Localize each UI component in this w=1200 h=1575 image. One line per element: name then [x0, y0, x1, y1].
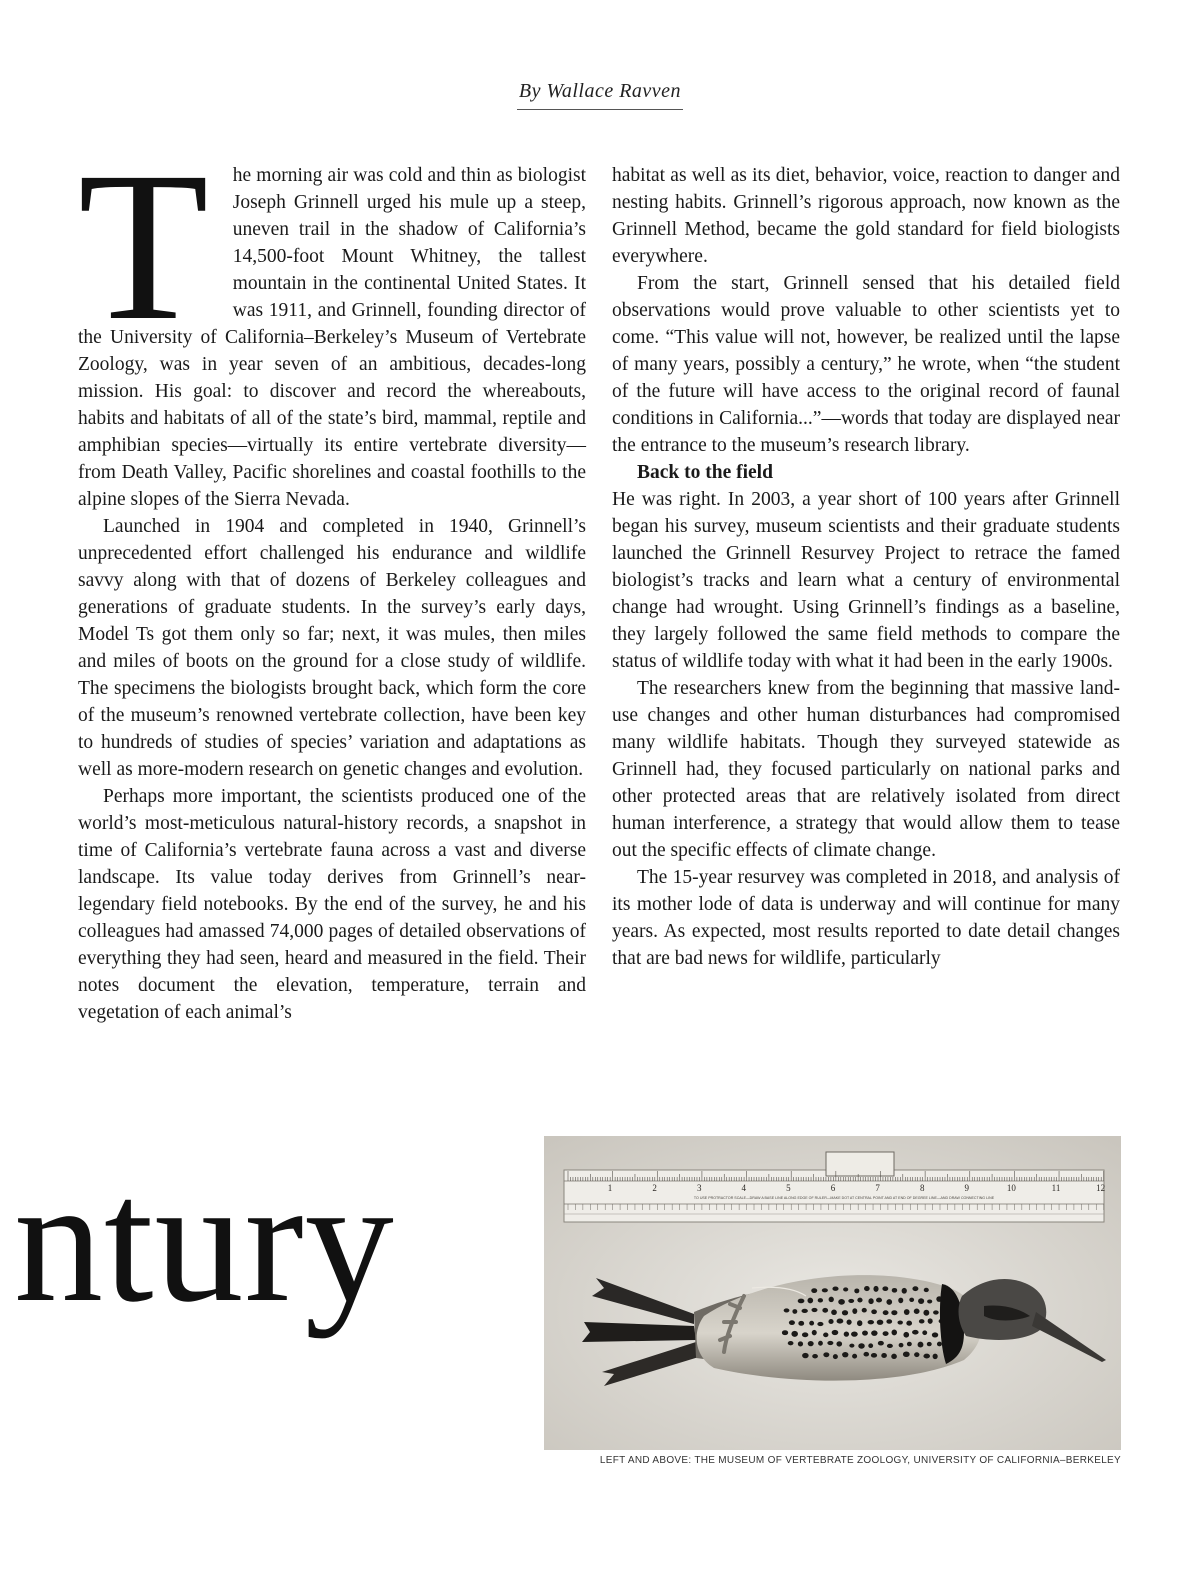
breast-spot	[836, 1341, 842, 1346]
breast-spot	[798, 1299, 805, 1304]
breast-spot	[876, 1298, 882, 1303]
breast-spot	[822, 1288, 828, 1292]
breast-spot	[871, 1330, 877, 1335]
ruler-number: 1	[607, 1183, 613, 1193]
breast-spot	[792, 1309, 797, 1314]
ruler-number: 8	[919, 1183, 925, 1193]
ruler-number: 3	[696, 1183, 702, 1193]
breast-spot	[903, 1351, 910, 1357]
breast-spot	[882, 1286, 888, 1291]
breast-spot	[852, 1354, 857, 1359]
breast-spot	[903, 1332, 909, 1338]
breast-spot	[904, 1309, 910, 1315]
breast-spot	[937, 1342, 942, 1347]
breast-spot	[898, 1298, 903, 1304]
breast-spot	[812, 1354, 818, 1359]
breast-spot	[827, 1341, 833, 1345]
breast-spot	[871, 1353, 877, 1358]
ruler-number: 6	[830, 1183, 836, 1193]
breast-spot	[838, 1299, 845, 1305]
breast-spot	[897, 1321, 902, 1325]
breast-spot	[817, 1322, 823, 1326]
body-paragraph: From the start, Grinnell sensed that his detailed field observations would prove valuable to other scientists yet to come. “This value will not, however, be realized until the lapse of many years, possibly a century,” he wrote, when “the student of the future will have access to the original record of faunal conditions in California...”—words that today are displayed near the entrance to the museum’s research library.	[612, 273, 1120, 456]
body-paragraph: The 15-year resurvey was completed in 2018, and analysis of its mother lode of data is underway and will continue for many years. As expected, most results reported to date detail changes that are bad news for wildlife, particularly	[612, 867, 1120, 969]
breast-spot	[842, 1352, 848, 1357]
breast-spot	[788, 1341, 794, 1345]
breast-spot	[851, 1332, 858, 1337]
breast-spot	[909, 1298, 914, 1302]
breast-spot	[922, 1330, 927, 1335]
breast-spot	[892, 1288, 898, 1293]
ruler-number: 12	[1096, 1183, 1106, 1193]
breast-spot	[842, 1310, 848, 1315]
breast-spot	[912, 1330, 919, 1335]
breast-spot	[802, 1332, 808, 1337]
breast-spot	[822, 1308, 828, 1313]
breast-spot	[848, 1299, 854, 1303]
breast-spot	[927, 1299, 932, 1303]
breast-spot	[847, 1320, 852, 1325]
breast-spot	[891, 1330, 897, 1336]
breast-spot	[891, 1354, 897, 1359]
specimen-photo	[544, 1136, 1121, 1450]
breast-spot	[902, 1288, 907, 1294]
body-paragraph: Perhaps more important, the scientists produced one of the world’s most-meticulous natural-history records, a snapshot in time of California’s vertebrate fauna across a vast and diverse landscape. Its value today derives from Grinnell’s near-legendary field notebooks. By the end of the survey, he and his colleagues had amassed 74,000 pages of detailed observations of everything they had seen, heard and measured in the field. Their notes document the elevation, temperature, terrain and vegetation of each animal’s	[78, 786, 586, 1023]
breast-spot	[798, 1321, 804, 1326]
breast-spot	[849, 1344, 854, 1348]
breast-spot	[923, 1310, 929, 1316]
breast-spot	[868, 1298, 873, 1304]
breast-spot	[823, 1333, 828, 1338]
breast-spot	[927, 1342, 932, 1346]
breast-spot	[863, 1352, 869, 1357]
breast-spot	[883, 1331, 889, 1336]
section-subhead: Back to the field	[637, 462, 773, 483]
breast-spot	[933, 1354, 938, 1360]
breast-spot	[802, 1309, 808, 1313]
breast-spot	[818, 1298, 823, 1302]
breast-spot	[868, 1320, 874, 1324]
breast-spot	[818, 1341, 823, 1346]
breast-spot	[923, 1354, 930, 1359]
breast-spot	[933, 1310, 939, 1314]
breast-spot	[798, 1341, 803, 1346]
headline-fragment: ntury	[14, 1141, 395, 1339]
breast-spot	[831, 1310, 837, 1315]
ruler-number: 7	[875, 1183, 880, 1193]
breast-spot	[828, 1319, 833, 1324]
breast-spot	[924, 1288, 929, 1292]
breast-spot	[843, 1287, 848, 1291]
body-paragraph: He was right. In 2003, a year short of 100 years after Grinnell began his survey, museum scientists and their graduate students launched the Grinnell Resurvey Project to retrace the famed biologist’s tracks and learn what a century of environmental change had wrought. Using Grinnell’s findings as a baseline, they largely followed the same field methods to compare the status of wildlife today with what it had been in the early 1900s.	[612, 489, 1120, 672]
breast-spot	[912, 1286, 918, 1291]
photo-credit: LEFT AND ABOVE: THE MUSEUM OF VERTEBRATE ZOOLOGY, UNIVERSITY OF CALIFORNIA–BERKELEY	[599, 1455, 1121, 1466]
drop-cap: T	[78, 128, 209, 365]
intro-paragraph-text: he morning air was cold and thin as biologist Joseph Grinnell urged his mule up a steep, uneven trail in the shadow of California’s 14,500-foot Mount Whitney, the tallest mountain in the continental United States. It was 1911, and Grinnell, founding director of the University of California–Berkeley’s Museum of Vertebrate Zoology, was in year seven of an ambitious, decades-long mission. His goal: to discover and record the whereabouts, habits and habitats of all of the state’s bird, mammal, reptile and amphibian species—virtually its entire vertebrate diversity—from Death Valley, Pacific shorelines and coastal foothills to the alpine slopes of the Sierra Nevada.	[78, 165, 586, 510]
breast-spot	[811, 1308, 817, 1312]
breast-spot	[858, 1343, 864, 1349]
ruler-number: 5	[786, 1183, 791, 1193]
breast-spot	[862, 1308, 867, 1313]
breast-spot	[887, 1344, 893, 1348]
breast-spot	[906, 1321, 912, 1326]
body-paragraph: Launched in 1904 and completed in 1940, Grinnell’s unprecedented effort challenged his endurance and wildlife savvy along with that of dozens of Berkeley colleagues and generations of graduate students. In the survey’s early days, Model Ts got them only so far; next, it was mules, then miles and miles of boots on the ground for a close study of wildlife. The specimens the biologists brought back, which form the core of the museum’s renowned vertebrate collection, have been key to hundreds of studies of species’ variation and adaptations as well as more-modern research on genetic changes and evolution.	[78, 516, 586, 780]
breast-spot	[823, 1352, 829, 1357]
ruler-number: 4	[741, 1183, 747, 1193]
breast-spot	[914, 1309, 920, 1314]
ruler-caption: TO USE PROTRACTOR SCALE—DRAW A BASE LINE ALONG EDGE OF RULER—MAKE DOT AT CENTRAL POINT AND AT END OF DEGREE LINE—AND DRAW CONNECTING LINE	[693, 1196, 995, 1200]
right-column	[612, 162, 1120, 972]
specimen-illustration	[544, 1136, 1121, 1450]
breast-spot	[844, 1332, 849, 1337]
byline: By Wallace Ravven	[517, 80, 683, 110]
ruler-number: 2	[652, 1183, 657, 1193]
breast-spot	[782, 1330, 788, 1335]
breast-spot	[852, 1308, 857, 1314]
breast-spot	[809, 1321, 814, 1326]
breast-spot	[868, 1343, 873, 1348]
breast-spot	[833, 1354, 838, 1359]
breast-spot	[878, 1341, 884, 1346]
breast-spot	[918, 1342, 924, 1348]
breast-spot	[802, 1353, 809, 1358]
breast-spot	[886, 1299, 892, 1305]
body-paragraph: habitat as well as its diet, behavior, voice, reaction to danger and nesting habits. Grinnell’s rigorous approach, now known as the Grinnell Method, became the gold standard for field biologists everywhere.	[612, 165, 1120, 267]
ruler-number: 11	[1051, 1183, 1061, 1193]
breast-spot	[862, 1330, 868, 1335]
breast-spot	[928, 1318, 933, 1323]
breast-spot	[873, 1286, 878, 1292]
breast-spot	[807, 1298, 813, 1304]
intro-paragraph	[78, 128, 586, 513]
breast-spot	[791, 1331, 798, 1337]
breast-spot	[918, 1298, 924, 1304]
breast-spot	[837, 1319, 844, 1324]
breast-spot	[784, 1308, 790, 1312]
breast-spot	[871, 1309, 877, 1314]
breast-spot	[857, 1298, 862, 1303]
breast-spot	[907, 1342, 912, 1347]
ruler-number: 9	[964, 1183, 970, 1193]
breast-spot	[789, 1320, 795, 1325]
breast-spot	[877, 1320, 884, 1325]
breast-spot	[891, 1310, 897, 1315]
breast-spot	[832, 1287, 838, 1291]
breast-spot	[832, 1330, 839, 1335]
breast-spot	[919, 1319, 925, 1323]
byline-wrapper	[0, 80, 1200, 110]
breast-spot	[829, 1297, 834, 1303]
ruler-number: 10	[1006, 1183, 1016, 1193]
breast-spot	[857, 1320, 862, 1326]
breast-spot	[899, 1343, 904, 1347]
breast-spot	[854, 1288, 859, 1293]
breast-spot	[883, 1310, 889, 1315]
breast-spot	[881, 1353, 887, 1358]
body-paragraph: The researchers knew from the beginning that massive land-use changes and other human disturbances had compromised many wildlife habitats. Though they surveyed statewide as Grinnell had, they focused particularly on national parks and other protected areas that are relatively isolated from direct human interference, a strategy that would allow them to tease out the specific effects of climate change.	[612, 678, 1120, 861]
breast-spot	[886, 1319, 892, 1324]
breast-spot	[914, 1352, 919, 1357]
breast-spot	[811, 1288, 817, 1293]
breast-spot	[808, 1341, 814, 1346]
breast-spot	[932, 1332, 938, 1337]
breast-spot	[812, 1330, 817, 1335]
left-column	[78, 128, 586, 1026]
breast-spot	[864, 1286, 870, 1291]
